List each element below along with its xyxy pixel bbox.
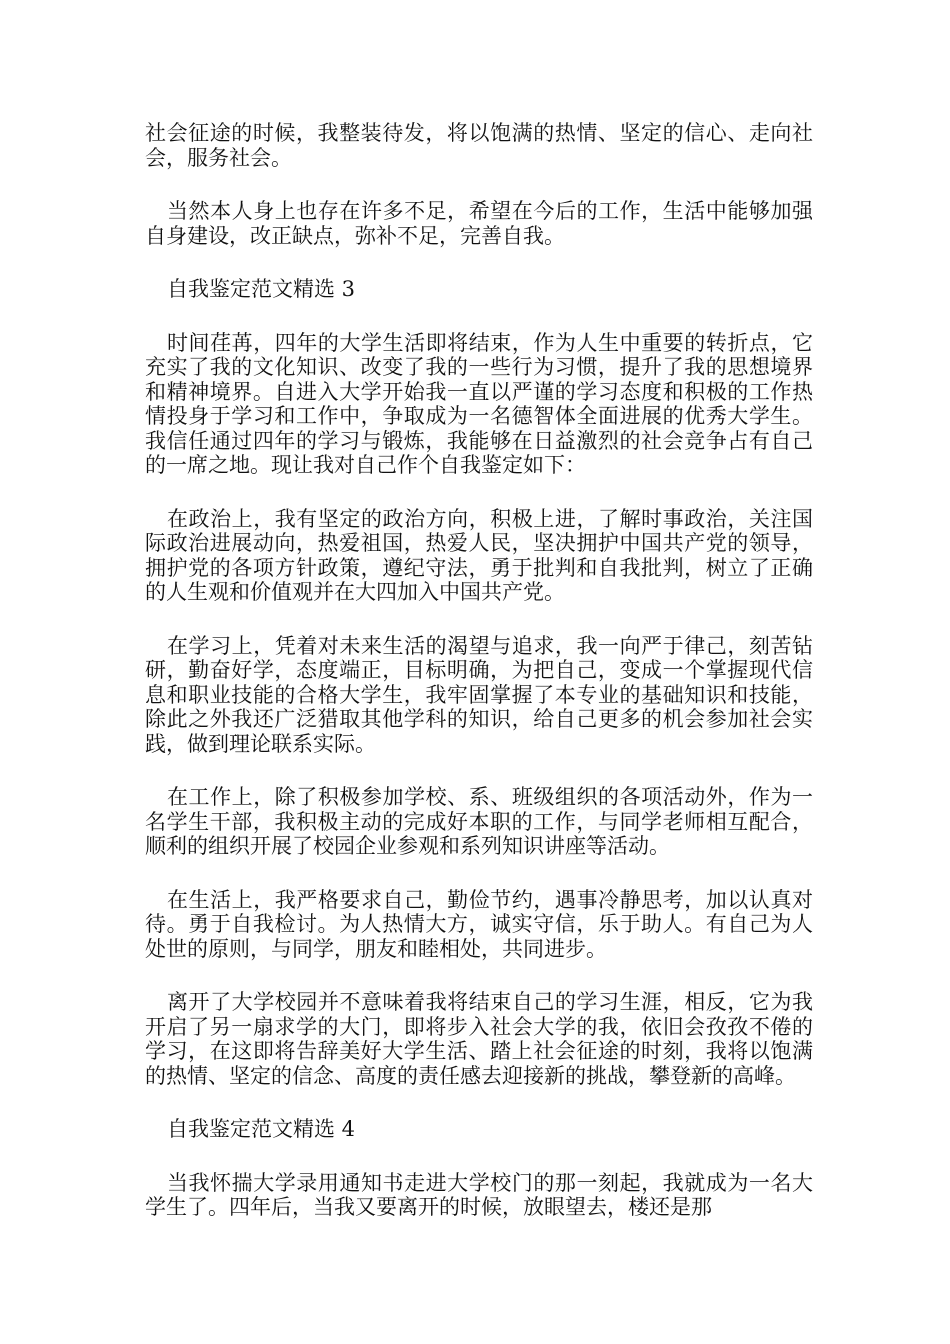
section-heading-3: 自我鉴定范文精选 3 <box>167 277 356 301</box>
paragraph-work: 在工作上，除了积极参加学校、系、班级组织的各项活动外，作为一名学生干部，我积极主动的完成好本职的工作，与同学老师相互配合，顺利的组织开展了校园企业参观和系列知识讲座等活动。 <box>145 785 813 858</box>
paragraph-intro: 时间荏苒，四年的大学生活即将结束，作为人生中重要的转折点，它充实了我的文化知识、改变了我的一些行为习惯，提升了我的思想境界和精神境界。自进入大学开始我一直以严谨的学习态度和积极的工作热情投身于学习和工作中，争取成为一名德智体全面进展的优秀大学生。我信任通过四年的学习与锻炼，我能够在日益激烈的社会竞争占有自己的一席之地。现让我对自己作个自我鉴定如下： <box>145 330 813 477</box>
paragraph-conclusion: 离开了大学校园并不意味着我将结束自己的学习生涯，相反，它为我开启了另一扇求学的大门，即将步入社会大学的我，依旧会孜孜不倦的学习，在这即将告辞美好大学生活、踏上社会征途的时刻，我将以饱满的热情、坚定的信念、高度的责任感去迎接新的挑战，攀登新的高峰。 <box>145 990 813 1088</box>
paragraph-shortcomings: 当然本人身上也存在许多不足，希望在今后的工作，生活中能够加强自身建设，改正缺点，弥补不足，完善自我。 <box>145 199 813 248</box>
paragraph-continuation: 社会征途的时候，我整装待发，将以饱满的热情、坚定的信心、走向社会，服务社会。 <box>145 121 813 170</box>
section-heading-4: 自我鉴定范文精选 4 <box>167 1117 356 1141</box>
paragraph-politics: 在政治上，我有坚定的政治方向，积极上进，了解时事政治，关注国际政治进展动向，热爱祖国，热爱人民，坚决拥护中国共产党的领导，拥护党的各项方针政策，遵纪守法，勇于批判和自我批判，树立了正确的人生观和价值观并在大四加入中国共产党。 <box>145 506 813 604</box>
paragraph-admission: 当我怀揣大学录用通知书走进大学校门的那一刻起，我就成为一名大学生了。四年后，当我又要离开的时候，放眼望去，楼还是那 <box>145 1170 813 1219</box>
document-body <box>145 121 813 1249</box>
paragraph-life: 在生活上，我严格要求自己，勤俭节约，遇事冷静思考，加以认真对待。勇于自我检讨。为人热情大方，诚实守信，乐于助人。有自己为人处世的原则，与同学，朋友和睦相处，共同进步。 <box>145 887 813 961</box>
paragraph-study: 在学习上，凭着对未来生活的渴望与追求，我一向严于律己，刻苦钻研，勤奋好学，态度端正，目标明确，为把自己，变成一个掌握现代信息和职业技能的合格大学生，我牢固掌握了本专业的基础知识和技能，除此之外我还广泛猎取其他学科的知识，给自己更多的机会参加社会实践，做到理论联系实际。 <box>145 633 813 756</box>
